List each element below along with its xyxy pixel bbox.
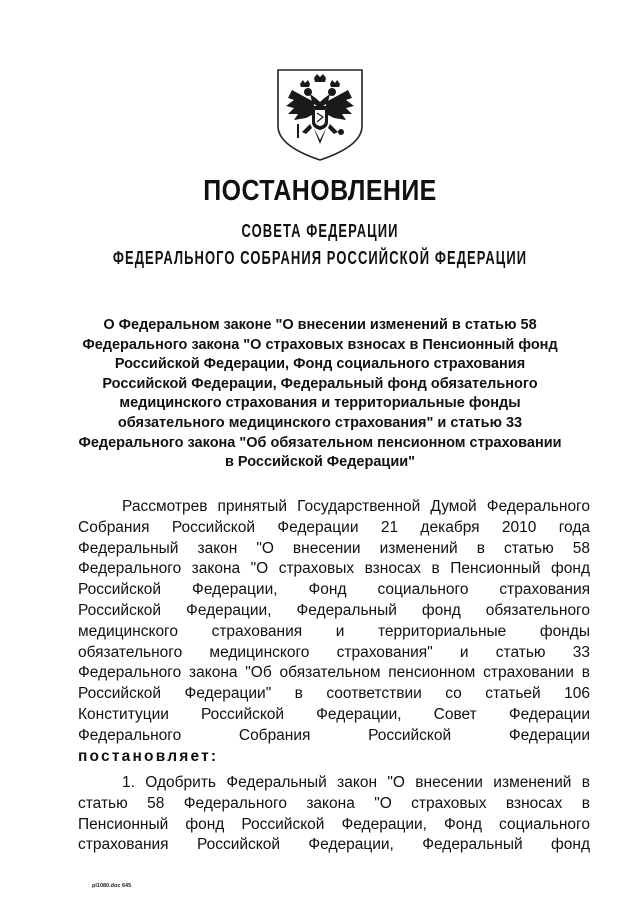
coat-of-arms-emblem — [270, 68, 370, 162]
subject-line: Федерального закона "О страховых взносах в Пенсионный фонд — [82, 336, 558, 353]
subject-line: Федерального закона "Об обязательном пенсионном страховании — [78, 434, 562, 451]
preamble-line: Конституции Российской Федерации, Совет Федерации — [78, 705, 590, 723]
issuer-line-1: СОВЕТА ФЕДЕРАЦИИ — [241, 221, 399, 241]
subject-line: обязательного медицинского страхования" и статью 33 — [117, 414, 523, 431]
issuer-line-2: ФЕДЕРАЛЬНОГО СОБРАНИЯ РОССИЙСКОЙ ФЕДЕРАЦИИ — [112, 248, 528, 268]
item-1-line: Пенсионный фонд Российской Федерации, Фонд социального — [78, 815, 590, 833]
subject-line: Российской Федерации, Федеральный фонд обязательного — [102, 375, 538, 392]
preamble-line: Федерального закона "Об обязательном пенсионном страховании в — [78, 664, 590, 682]
document-subject — [60, 316, 580, 473]
preamble-line: обязательного медицинского страхования" и статью 33 — [78, 643, 590, 661]
item-1-line: 1. Одобрить Федеральный закон "О внесении изменений в — [122, 774, 590, 791]
preamble-line: Федерального Собрания Российской Федерации — [78, 726, 590, 744]
preamble-line: Российской Федерации, Федеральный фонд обязательного — [78, 601, 590, 619]
subject-line: медицинского страхования и территориальные фонды — [119, 395, 521, 412]
preamble-line: Российской Федерации" в соответствии со статьей 106 — [78, 685, 590, 703]
preamble-line: Российской Федерации, Фонд социального страхования — [78, 581, 590, 599]
resolves-line — [78, 747, 590, 768]
resolves-word: постановляет: — [78, 747, 219, 765]
item-1-line: страхования Российской Федерации, Федеральный фонд — [78, 836, 590, 854]
preamble-line: Собрания Российской Федерации 21 декабря 2010 года — [78, 518, 590, 536]
subject-line: в Российской Федерации" — [224, 454, 416, 471]
preamble-line: медицинского страхования и территориальные фонды — [78, 622, 590, 640]
preamble-paragraph — [78, 497, 590, 767]
document-title: ПОСТАНОВЛЕНИЕ — [203, 175, 437, 207]
subject-line: Российской Федерации, Фонд социального страхования — [114, 356, 526, 373]
preamble-line: Федеральный закон "О внесении изменений в статью 58 — [78, 539, 590, 557]
subject-line: О Федеральном законе "О внесении изменений в статью 58 — [103, 317, 537, 333]
item-1-line: статью 58 Федерального закона "О страховых взносах в — [78, 794, 590, 812]
preamble-line: Федерального закона "О страховых взносах в Пенсионный фонд — [78, 560, 590, 578]
preamble-line: Рассмотрев принятый Государственной Думой Федерального — [122, 498, 590, 515]
item-1-paragraph — [78, 773, 590, 856]
file-code: pl1080.doc 645 — [92, 883, 132, 889]
